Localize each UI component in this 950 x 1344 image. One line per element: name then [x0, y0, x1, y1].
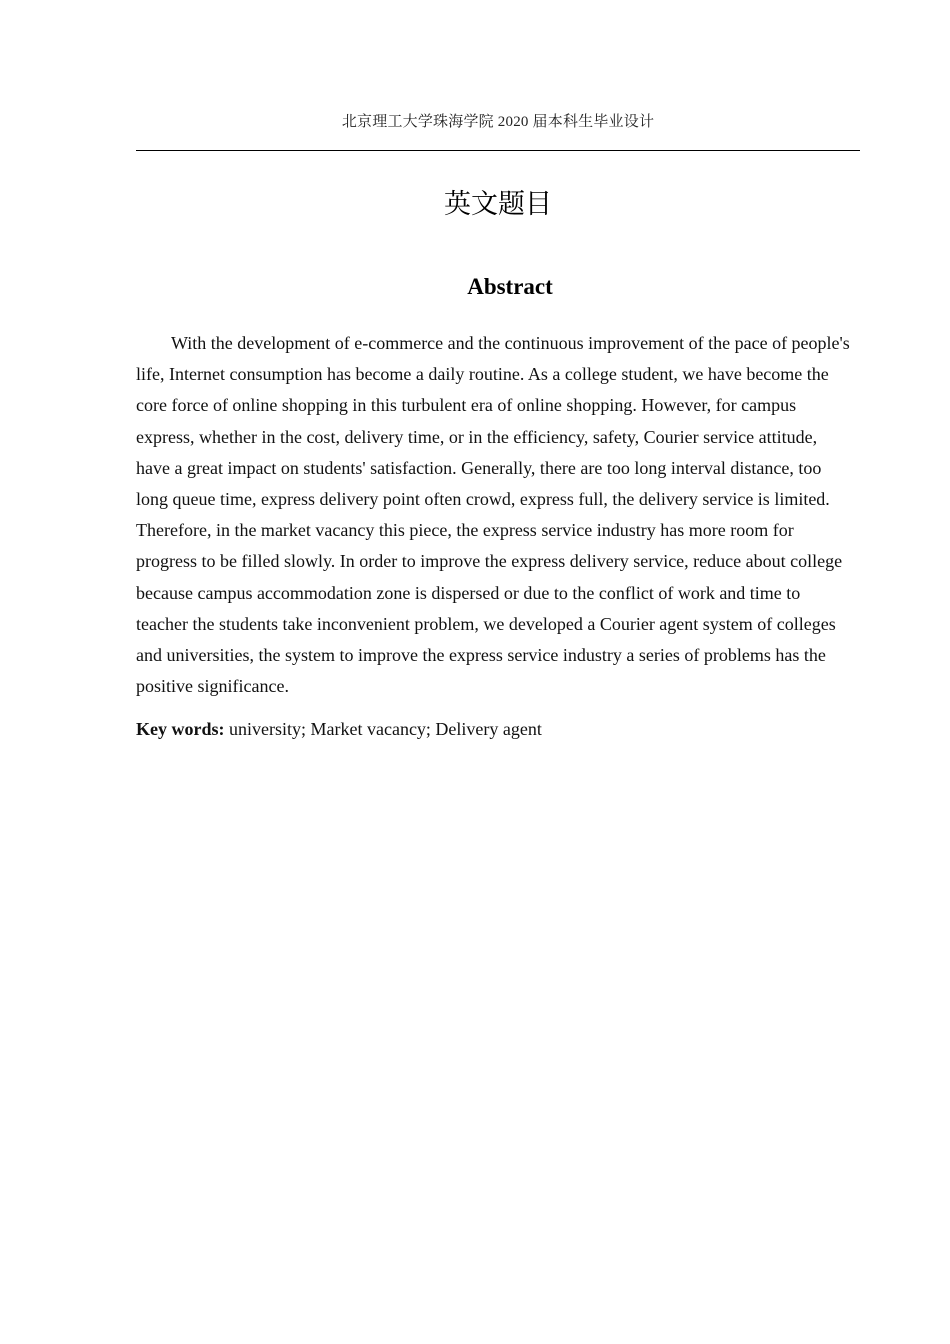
running-header: 北京理工大学珠海学院 2020 届本科生毕业设计: [341, 114, 655, 130]
page-title: 英文题目: [444, 189, 552, 220]
keywords-label: Key words:: [136, 719, 225, 739]
keywords-line: [136, 714, 854, 744]
header-divider: [136, 150, 860, 151]
abstract-paragraph: With the development of e-commerce and the continuous improvement of the pace of people's life, Internet consumption has become a daily routine. As a college student, we have become the core force of online shopping in this turbulent era of online shopping. However, for campus express, whether in the cost, delivery time, or in the efficiency, safety, Courier service attitude, have a great impact on students' satisfaction. Generally, there are too long interval distance, too long queue time, express delivery point often crowd, express full, the delivery service is limited. Therefore, in the market vacancy this piece, the express service industry has more room for progress to be filled slowly. In order to improve the express delivery service, reduce about college because campus accommodation zone is dispersed or due to the conflict of work and time to teacher the students take inconvenient problem, we developed a Courier agent system of colleges and universities, the system to improve the express service industry a series of problems has the positive significance.: [136, 333, 850, 697]
abstract-heading: Abstract: [467, 274, 553, 299]
keywords-value: university; Market vacancy; Delivery agent: [224, 719, 542, 739]
